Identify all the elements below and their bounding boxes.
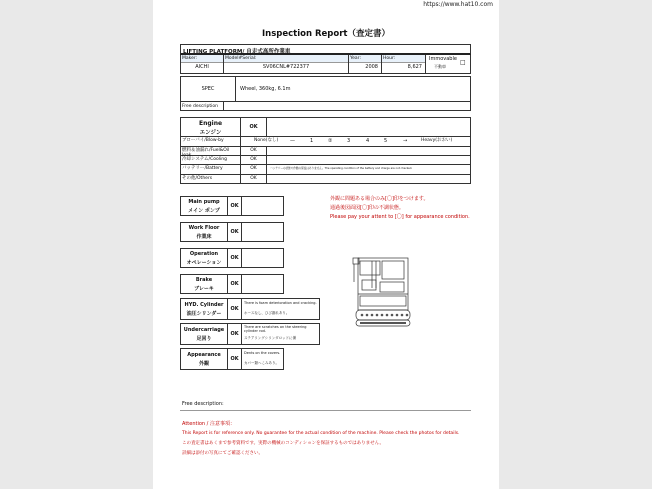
free-description-bottom-label: Free description:: [182, 401, 224, 407]
item-note-en: There are scratches on the steering cylinder rod.: [244, 325, 307, 333]
blowby-dash: —: [290, 138, 295, 144]
immovable-checkbox[interactable]: □: [460, 59, 466, 66]
free-description-divider: [223, 102, 224, 110]
blowby-label-cell: [181, 137, 241, 146]
others-row: [180, 175, 471, 184]
attention-label: Attention / 注意事項：: [182, 421, 235, 427]
item-note-jp: カバー類へこみあり。: [244, 361, 279, 365]
maker-value: AICHI: [195, 64, 209, 70]
hour-cell: [382, 55, 426, 73]
hour-label: Hour:: [382, 55, 425, 63]
attention-line-3: 詳細は添付の写真にてご確認ください。: [182, 451, 263, 456]
item-note-jp: ホースなし、ひび割れあり。: [244, 311, 290, 315]
immovable-label-jp: 不動車: [434, 64, 446, 69]
machine-info-row: [180, 55, 471, 74]
engine-value: OK: [249, 124, 258, 130]
free-description-label: Free description: [182, 104, 218, 109]
item-note-jp: ステアリングシリンダロッドに傷: [244, 336, 297, 340]
fuel-leak-value: OK: [250, 148, 257, 153]
year-label: Year:: [349, 55, 381, 63]
spec-row: [180, 76, 471, 102]
hour-value: 8,627: [407, 64, 422, 70]
spec-label: SPEC: [201, 86, 215, 92]
spec-value: Wheel, 360kg, 6.1m: [240, 86, 291, 92]
report-sheet: [153, 0, 499, 489]
immovable-label: Immovable: [429, 56, 457, 62]
item-label-en: HYD. Cylinder: [184, 302, 224, 308]
blowby-heavy: Heavy(おおい): [421, 138, 453, 143]
notice-line-3: Please pay your attent to [〇] for appearance condition.: [330, 214, 470, 220]
model-label: Model#Serial:: [224, 55, 348, 63]
inspection-item-undercarriage: [180, 323, 320, 345]
item-note-en: Dents on the covers.: [244, 351, 281, 355]
report-title: Inspection Report（査定書）: [262, 29, 390, 39]
engine-row: [180, 117, 471, 137]
inspection-item-appearance: [180, 348, 284, 370]
blowby-scale-1: 1: [310, 138, 314, 144]
notice-line-1: 外観に問題ある場合のみ[〇]印をつけます。: [330, 196, 429, 202]
item-label-en: Operation: [189, 251, 219, 257]
blowby-label: ブローバイ/Blow-by: [182, 138, 224, 143]
blowby-scale-3: 3: [347, 138, 351, 144]
inspection-item-main-pump: [180, 196, 284, 216]
others-value: OK: [250, 176, 257, 181]
fuel-leak-row: [180, 147, 471, 156]
battery-value: OK: [250, 166, 257, 171]
blowby-scale-2: ②: [328, 138, 333, 144]
engine-label-jp: エンジン: [199, 130, 222, 136]
attention-line-1: This Report is for reference only. No guarantee for the actual condition of the machine. Please check the photos for details.: [182, 431, 460, 436]
divider-line: [180, 410, 471, 411]
item-value: OK: [230, 229, 239, 235]
item-label-en: Appearance: [187, 352, 221, 358]
item-label-en: Brake: [195, 277, 213, 283]
battery-label: バッテリー/Battery: [182, 166, 223, 171]
item-value: OK: [230, 255, 239, 261]
item-label-en: Undercarriage: [183, 327, 225, 333]
item-value: OK: [230, 203, 239, 209]
machine-diagram-image: [350, 252, 412, 332]
spec-label-cell: [181, 77, 236, 101]
item-value: OK: [230, 356, 239, 362]
battery-row: [180, 165, 471, 175]
maker-cell: [181, 55, 224, 73]
inspection-item-brake: [180, 274, 284, 294]
year-cell: [349, 55, 382, 73]
category-heading: LIFTING PLATFORM/ 自走式高所作業車: [180, 44, 471, 55]
engine-value-cell: [241, 118, 267, 136]
blowby-none: None(なし): [254, 138, 279, 143]
inspection-item-operation: [180, 248, 284, 268]
free-description-top: [180, 102, 471, 111]
item-label-jp: メイン ポンプ: [188, 208, 220, 214]
engine-label: Engine: [198, 120, 223, 127]
engine-label-cell: [181, 118, 241, 136]
item-label-jp: オペレーション: [186, 260, 222, 266]
item-label-jp: 油圧シリンダー: [186, 311, 222, 317]
model-value: SV06CNL#722377: [262, 64, 310, 70]
cooling-label: 冷却システム/Cooling: [182, 157, 227, 162]
inspection-item-hyd-cylinder: [180, 298, 320, 320]
year-value: 2008: [365, 64, 378, 70]
item-label-jp: 外観: [198, 361, 209, 367]
item-note-en: There is foam deterioration and cracking.: [244, 301, 317, 305]
notice-line-2: 通過後図面図[〇]印の不調状態。: [330, 205, 404, 211]
source-url[interactable]: https://www.hat10.com: [423, 1, 493, 8]
inspection-item-work-floor: [180, 222, 284, 242]
item-label-en: Main pump: [188, 199, 220, 205]
item-value: OK: [230, 306, 239, 312]
battery-note: バッテリーの状態や作動の保証はありません。The operating condition of the battery and charge are not checked.: [270, 167, 413, 170]
blowby-scale-5: 5: [384, 138, 388, 144]
cooling-row: [180, 156, 471, 165]
fuel-leak-label: 燃料＆油漏れ/Fuel&Oil leak: [182, 148, 230, 158]
immovable-cell: [426, 55, 471, 73]
others-label: その他/Others: [182, 176, 213, 181]
item-label-jp: 作業床: [196, 234, 212, 240]
maker-label: Maker:: [181, 55, 223, 63]
item-value: OK: [230, 331, 239, 337]
item-label-jp: 足回り: [196, 336, 212, 342]
model-cell: [224, 55, 349, 73]
attention-line-2: この査定書はあくまで参考資料です。実際の機械のコンディションを保証するものではありません。: [182, 441, 384, 446]
blowby-row: [180, 137, 471, 147]
item-value: OK: [230, 281, 239, 287]
item-label-en: Work Floor: [188, 225, 220, 231]
item-label-jp: ブレーキ: [194, 286, 214, 292]
cooling-value: OK: [250, 157, 257, 162]
blowby-arrow: →: [403, 138, 408, 144]
blowby-scale-4: 4: [366, 138, 370, 144]
